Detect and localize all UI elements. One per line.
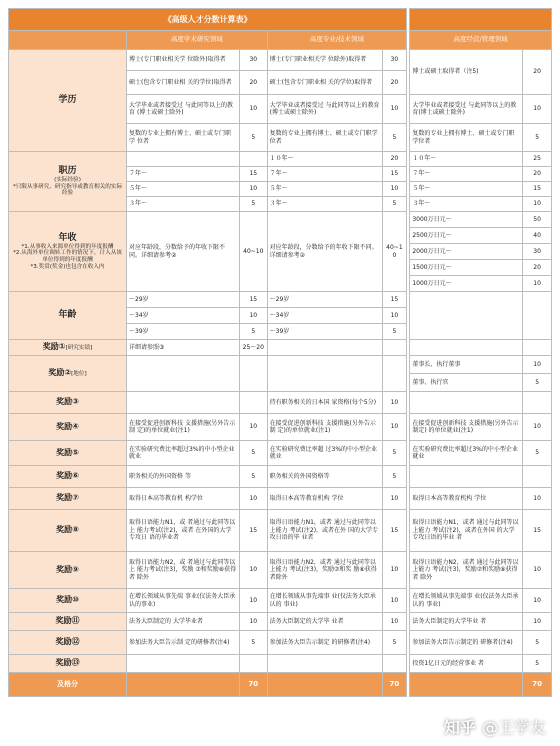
- points: 10: [523, 356, 552, 374]
- cell: 取得日本高等教育机构 学位: [267, 488, 382, 510]
- points-empty: [523, 466, 552, 488]
- cell: ３年～: [127, 197, 240, 212]
- points: 20: [523, 50, 552, 95]
- category-bonus-11: 奖励⑪: [9, 613, 127, 631]
- cell: 复数的专业上拥有博士、硕士或专门职学位者: [267, 124, 382, 152]
- category-bonus-2: 奖励②[地位]: [9, 356, 127, 392]
- points: 10: [239, 552, 267, 589]
- total-blank: [410, 673, 523, 697]
- points: 25～20: [239, 340, 267, 356]
- cell: 在接受促进创新科技 支援措施(另外告示制 定)的单位就业(注1): [127, 414, 240, 441]
- points-empty: [382, 340, 407, 356]
- points: 15: [382, 167, 407, 182]
- points: 10: [523, 488, 552, 510]
- cell: 2000万日元～: [410, 244, 523, 260]
- points-table: [8, 8, 552, 697]
- cell: 大学毕业或者接受过 与此同等以上的教育 (博士或硕士除外): [267, 95, 382, 124]
- cell: 取得日语能力N2，或者 通过与此同等以上能力 考试(注3)，奖励⑦和奖励⑧获得者 除外: [410, 552, 523, 589]
- cell: 对应年龄段，分数给予的年收下限不同。详细请参考②: [267, 212, 382, 292]
- cell: 博士或硕士取得者（注5): [410, 50, 523, 95]
- points: 15: [382, 292, 407, 308]
- category-bonus-1: 奖励①[研究实绩]: [9, 340, 127, 356]
- points: 10: [382, 613, 407, 631]
- category-bonus-4: 奖励④: [9, 414, 127, 441]
- cell: 董事长、执行董事: [410, 356, 523, 374]
- header-management: 高度经营/管理领域: [410, 31, 552, 50]
- table-title: 《高级人才分数计算表》: [9, 9, 407, 31]
- cell: 在实验研究费比率超过3%的中小型企业 就业: [127, 441, 240, 466]
- points: 10: [382, 182, 407, 197]
- points: 40~10: [239, 212, 267, 292]
- category-bonus-13: 奖励⑬: [9, 655, 127, 673]
- cell: 大学毕业或者接受过 与此同等以上的教育 (博士或硕士除外): [127, 95, 240, 124]
- cell: ５年～: [267, 182, 382, 197]
- points: 20: [382, 152, 407, 167]
- points-empty: [382, 356, 407, 392]
- points: 5: [523, 631, 552, 655]
- zhihu-watermark: [444, 715, 546, 738]
- cell: 取得日语能力N1，或 者通过与此同等以上 能力考试(注2)，或者 在外国的大学专攻日 语的毕业者: [127, 510, 240, 552]
- cell: 法务大臣制定的 大学毕业者: [127, 613, 240, 631]
- points-empty: [523, 292, 552, 340]
- cell: 取得日语能力N1，或者 通过与此同等以上能力 考试(注2)，或者在外国 的大学专攻日语的毕业 者: [410, 510, 523, 552]
- cell: １０年～: [267, 152, 382, 167]
- category-bonus-9: 奖励⑨: [9, 552, 127, 589]
- header-technical: 高度专业/技术领域: [267, 31, 407, 50]
- points: 20: [523, 260, 552, 276]
- cell: 取得日本高等教育机 构学位: [127, 488, 240, 510]
- cell: ～34岁: [127, 308, 240, 324]
- cell: 硕士(包含专门职业相 关的学位)取得者: [267, 71, 382, 95]
- points: 10: [382, 414, 407, 441]
- cell-empty: [410, 392, 523, 414]
- cell: 在增长领域从事先端事 业(仅法务大臣承认的 事业): [267, 589, 382, 613]
- cell: 3000万日元～: [410, 212, 523, 228]
- points: 10: [523, 589, 552, 613]
- cell: 2500万日元～: [410, 228, 523, 244]
- points-empty: [523, 340, 552, 356]
- cell: 在实验研究费比率超 过3%的中小型企业就业: [267, 441, 382, 466]
- points: 10: [523, 276, 552, 292]
- points: 15: [239, 510, 267, 552]
- category-bonus-6: 奖励⑥: [9, 466, 127, 488]
- points: 20: [523, 167, 552, 182]
- points-empty: [239, 356, 267, 392]
- cell-empty: [127, 152, 240, 167]
- points: 5: [382, 441, 407, 466]
- cell: 1500万日元～: [410, 260, 523, 276]
- cell: 投资1亿日元的经营事业 者: [410, 655, 523, 673]
- cell-empty: [127, 392, 240, 414]
- cell-empty: [410, 292, 523, 340]
- points-empty: [239, 152, 267, 167]
- cell: 复数的专业上拥有博士、硕士或专门职学位者: [410, 124, 523, 152]
- cell: 硕士(包含专门职业相 关的学位)取得者: [127, 71, 240, 95]
- cell: 取得日语能力N2，或者 通过与此同等以上能力 考试(注3)，奖励⑦和奖 励⑧获得者除外: [267, 552, 382, 589]
- points: 30: [239, 50, 267, 71]
- points: 5: [382, 466, 407, 488]
- category-education: 学历: [9, 50, 127, 152]
- points: 5: [523, 655, 552, 673]
- cell: 参加法务大臣告示制 定的研修者(注4): [127, 631, 240, 655]
- points: 15: [239, 292, 267, 308]
- total-management: 70: [523, 673, 552, 697]
- points: 20: [239, 71, 267, 95]
- points-empty: [239, 392, 267, 414]
- watermark-user: @王学友: [481, 718, 546, 737]
- points: 40: [523, 228, 552, 244]
- cell-empty: [267, 356, 382, 392]
- category-bonus-3: 奖励③: [9, 392, 127, 414]
- points: 10: [239, 182, 267, 197]
- points: 5: [523, 441, 552, 466]
- total-blank: [267, 673, 382, 697]
- total-blank: [127, 673, 240, 697]
- cell: 持有职务相关的日本国 家资格(每个5分): [267, 392, 382, 414]
- points: 10: [239, 488, 267, 510]
- cell-empty: [127, 356, 240, 392]
- cell: 博士(专门职业相关学 位除外)取得者: [267, 50, 382, 71]
- points: 10: [382, 95, 407, 124]
- category-income: 年收 *1.从事收入来源单位得到的年度报酬 *2.从海外单位调转工作的情况下，计入从该单位得到的年度报酬 *3.奖赏(奖金)也包含在收入内: [9, 212, 127, 292]
- cell: ７年～: [410, 167, 523, 182]
- category-bonus-10: 奖励⑩: [9, 589, 127, 613]
- cell: 参加法务大臣告示制定 的研修者(注4): [267, 631, 382, 655]
- points: 10: [523, 414, 552, 441]
- cell: 1000万日元～: [410, 276, 523, 292]
- cell: 职务相关的外国资格等: [267, 466, 382, 488]
- cell: ～29岁: [127, 292, 240, 308]
- cell: ～39岁: [127, 324, 240, 340]
- points: 15: [382, 510, 407, 552]
- title-blank: [410, 9, 552, 31]
- points: 30: [382, 50, 407, 71]
- cell: 参加法务大臣告示制定的 研修者(注4): [410, 631, 523, 655]
- points: 10: [239, 414, 267, 441]
- points: 5: [382, 631, 407, 655]
- category-bonus-8: 奖励⑧: [9, 510, 127, 552]
- cell-empty: [410, 340, 523, 356]
- points: 5: [239, 124, 267, 152]
- points: 10: [382, 488, 407, 510]
- cell: 职务相关的外国资格 等: [127, 466, 240, 488]
- category-age: 年龄: [9, 292, 127, 340]
- points: 5: [523, 374, 552, 392]
- cell: ３年～: [267, 197, 382, 212]
- cell: ７年～: [127, 167, 240, 182]
- points: 10: [382, 308, 407, 324]
- points: 30: [523, 244, 552, 260]
- cell: 取得日语能力N2，或 者通过与此同等以上 能力考试(注3)，奖励 ⑦和奖励⑧获得者 除外: [127, 552, 240, 589]
- cell: 在接受促进创新科技 支援措施(另外告示制 定)的单位就业(注1): [267, 414, 382, 441]
- points: 50: [523, 212, 552, 228]
- points: 5: [239, 441, 267, 466]
- category-bonus-7: 奖励⑦: [9, 488, 127, 510]
- watermark-brand: 知乎: [443, 718, 476, 737]
- points: 5: [239, 466, 267, 488]
- points: 10: [239, 589, 267, 613]
- points: 10: [239, 308, 267, 324]
- cell: 对应年龄段，分数给予的年收下限不同。详细请参考②: [127, 212, 240, 292]
- points: 20: [382, 71, 407, 95]
- points: 15: [239, 167, 267, 182]
- points: 5: [523, 124, 552, 152]
- cell: ～29岁: [267, 292, 382, 308]
- category-bonus-5: 奖励⑤: [9, 441, 127, 466]
- cell: ５年～: [410, 182, 523, 197]
- points: 10: [523, 613, 552, 631]
- cell: 详细请参照③: [127, 340, 240, 356]
- cell-empty: [410, 466, 523, 488]
- points-table-sheet: [8, 8, 552, 697]
- points: 5: [239, 197, 267, 212]
- points-empty: [523, 392, 552, 414]
- points: 10: [239, 95, 267, 124]
- cell: 博士(专门职业相关学 位除外)取得者: [127, 50, 240, 71]
- cell: ７年～: [267, 167, 382, 182]
- points: 5: [239, 324, 267, 340]
- cell: 在实验研究费比率超过3%的中小型企业就业: [410, 441, 523, 466]
- cell: 法务大臣制定的大学毕 业者: [267, 613, 382, 631]
- cell-empty: [127, 655, 240, 673]
- points: 10: [523, 552, 552, 589]
- cell: 复数的专业上拥有博士、硕士或专门职学 位者: [127, 124, 240, 152]
- cell: 在增长领域从事先端 事业(仅法务大臣承 认的事业): [127, 589, 240, 613]
- header-academic: 高度学术研究领域: [127, 31, 268, 50]
- points: 10: [239, 613, 267, 631]
- cell: ～39岁: [267, 324, 382, 340]
- points: 10: [523, 95, 552, 124]
- total-technical: 70: [382, 673, 407, 697]
- cell: 大学毕业或者接受过 与此同等以上的教育(博士或硕士除外): [410, 95, 523, 124]
- points: 40~10: [382, 212, 407, 292]
- cell-empty: [267, 340, 382, 356]
- category-experience: 职历 (实际经验) *只限从事研究、研究指导或教育相关的实际经验: [9, 152, 127, 212]
- cell: 董事、执行官: [410, 374, 523, 392]
- points-empty: [239, 655, 267, 673]
- points: 25: [523, 152, 552, 167]
- cell: 法务大臣制定的大学毕业 者: [410, 613, 523, 631]
- cell: ～34岁: [267, 308, 382, 324]
- total-label: 及格分: [9, 673, 127, 697]
- cell: 在增长领域从事先端事 业(仅法务大臣承认的 事业): [410, 589, 523, 613]
- points: 10: [382, 589, 407, 613]
- points: 15: [523, 510, 552, 552]
- cell: ５年～: [127, 182, 240, 197]
- points: 10: [382, 392, 407, 414]
- points: 5: [239, 631, 267, 655]
- points: 5: [382, 324, 407, 340]
- cell: 取得日本高等教育机构 学位: [410, 488, 523, 510]
- cell: ３年～: [410, 197, 523, 212]
- category-bonus-12: 奖励⑫: [9, 631, 127, 655]
- cell: 取得日语能力N1，或者 通过与此同等以上能力 考试(注2)，或者在外 国的大学专攻日语的毕 业者: [267, 510, 382, 552]
- cell: 在接受促进创新科技 支援措施(另外告示制定) 的单位就业(注1): [410, 414, 523, 441]
- points: 15: [523, 182, 552, 197]
- cell: １０年～: [410, 152, 523, 167]
- points: 10: [523, 197, 552, 212]
- points: 5: [382, 124, 407, 152]
- header-blank: [9, 31, 127, 50]
- points: 10: [382, 552, 407, 589]
- points-empty: [382, 655, 407, 673]
- points: 5: [382, 197, 407, 212]
- cell-empty: [267, 655, 382, 673]
- total-academic: 70: [239, 673, 267, 697]
